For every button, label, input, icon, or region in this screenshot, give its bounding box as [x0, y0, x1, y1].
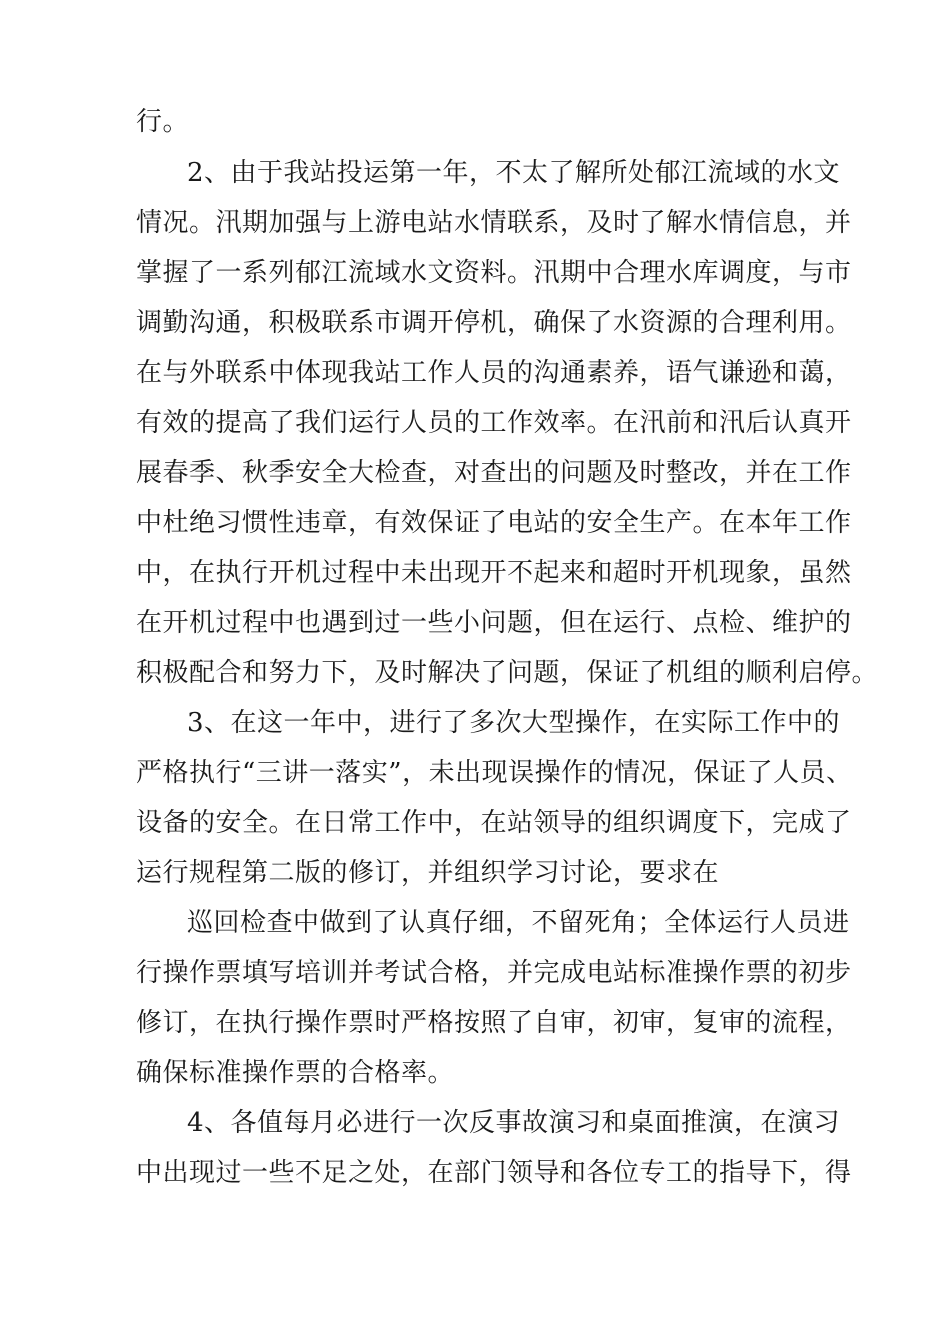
text-line: 调勤沟通，积极联系市调开停机，确保了水资源的合理利用。: [136, 308, 852, 338]
text-line: 掌握了一系列郁江流域水文资料。汛期中合理水库调度，与市: [136, 258, 852, 288]
text-line: 在开机过程中也遇到过一些小问题，但在运行、点检、维护的: [136, 608, 852, 638]
text-line: 运行规程第二版的修订，并组织学习讨论，要求在: [136, 858, 720, 888]
text-line: 设备的安全。在日常工作中，在站领导的组织调度下，完成了: [136, 808, 852, 838]
text-line: 展春季、秋季安全大检查，对查出的问题及时整改，并在工作: [136, 458, 852, 488]
text-line: 中，在执行开机过程中未出现开不起来和超时开机现象，虽然: [136, 558, 852, 588]
text-line: 修订，在执行操作票时严格按照了自审，初审，复审的流程，: [136, 1008, 852, 1038]
paragraph-5-start: 4、各值每月必进行一次反事故演习和桌面推演，在演习: [187, 1108, 841, 1138]
text-line: 确保标准操作票的合格率。: [136, 1058, 455, 1088]
paragraph-3-start: 3、在这一年中，进行了多次大型操作，在实际工作中的: [187, 708, 841, 738]
paragraph-2-start: 2、由于我站投运第一年，不太了解所处郁江流域的水文: [187, 158, 841, 188]
text-line: 行操作票填写培训并考试合格，并完成电站标准操作票的初步: [136, 958, 852, 988]
text-line: 积极配合和努力下，及时解决了问题，保证了机组的顺利启停。: [136, 658, 879, 688]
text-line: 有效的提高了我们运行人员的工作效率。在汛前和汛后认真开: [136, 408, 852, 438]
text-line: 中出现过一些不足之处，在部门领导和各位专工的指导下，得: [136, 1158, 852, 1188]
text-line: 行。: [136, 107, 190, 137]
text-line: 在与外联系中体现我站工作人员的沟通素养，语气谦逊和蔼，: [136, 358, 852, 388]
text-line: 严格执行“三讲一落实”，未出现误操作的情况，保证了人员、: [136, 758, 853, 788]
text-line: 中杜绝习惯性违章，有效保证了电站的安全生产。在本年工作: [136, 508, 852, 538]
text-line: 情况。汛期加强与上游电站水情联系，及时了解水情信息，并: [136, 208, 852, 238]
paragraph-4-start: 巡回检查中做到了认真仔细，不留死角；全体运行人员进: [187, 908, 850, 938]
